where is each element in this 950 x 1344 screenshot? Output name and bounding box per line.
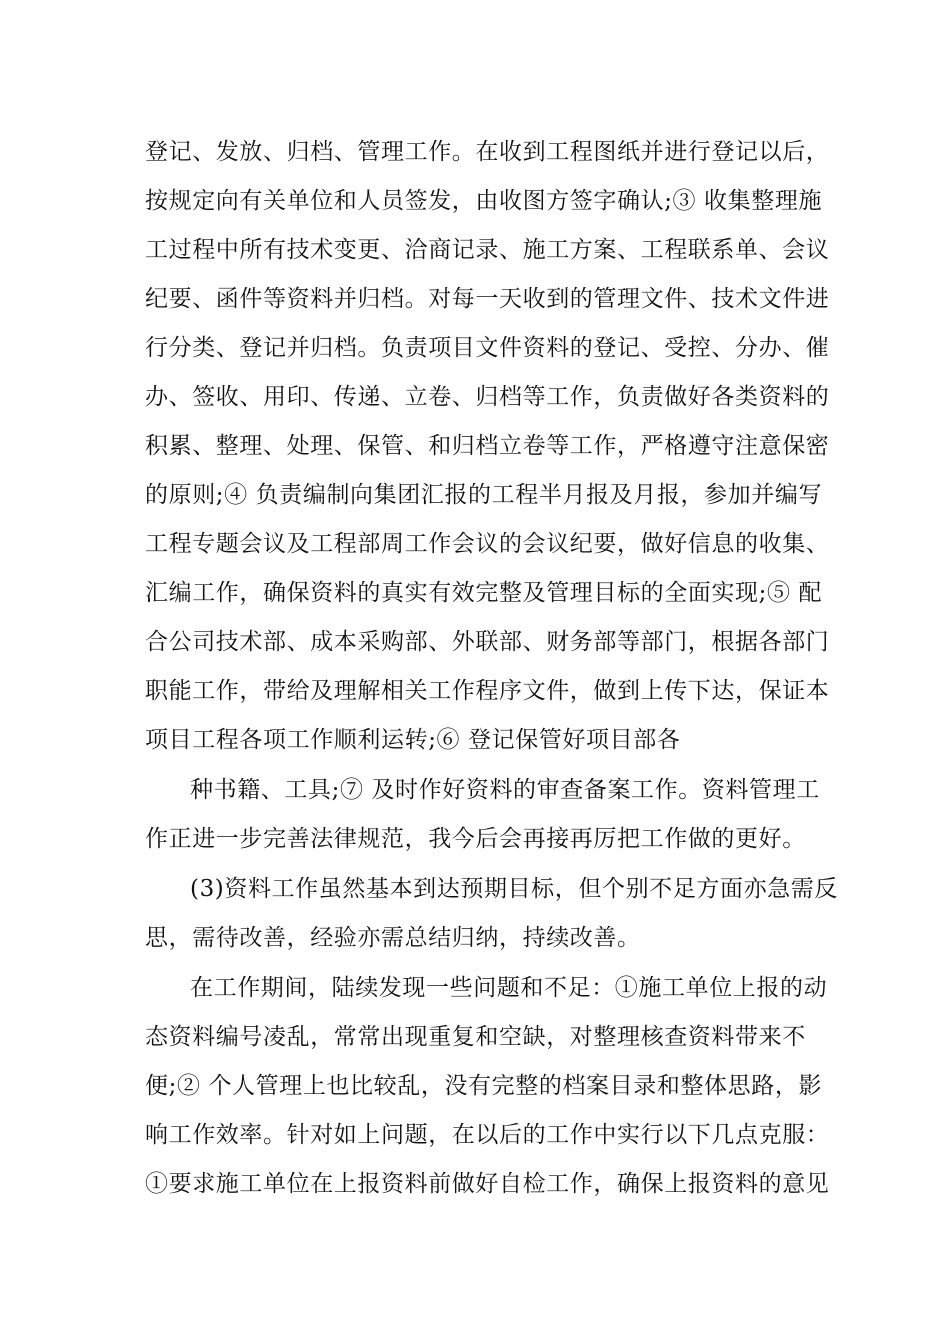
text-line: (3)资料工作虽然基本到达预期目标，但个别不足方面亦急需反 [190,876,838,902]
text-line: 办、签收、用印、传递、立卷、归档等工作，负责做好各类资料的 [145,384,830,410]
text-line: 合公司技术部、成本采购部、外联部、财务部等部门，根据各部门 [145,629,830,655]
text-line: 行分类、登记并归档。负责项目文件资料的登记、受控、分办、催 [145,335,830,361]
text-line: 响工作效率。针对如上问题，在以后的工作中实行以下几点克服： [145,1122,830,1148]
text-line: 作正进一步完善法律规范，我今后会再接再厉把工作做的更好。 [145,826,806,852]
text-line: 态资料编号凌乱，常常出现重复和空缺，对整理核查资料带来不 [145,1024,806,1050]
text-line: 项目工程各项工作顺利运转;⑥ 登记保管好项目部各 [145,727,681,753]
text-line: 职能工作，带给及理解相关工作程序文件，做到上传下达，保证本 [145,678,830,704]
text-line: 登记、发放、归档、管理工作。在收到工程图纸并进行登记以后， [145,139,830,165]
text-line: ①要求施工单位在上报资料前做好自检工作，确保上报资料的意见 [145,1171,830,1197]
text-line: 工过程中所有技术变更、洽商记录、施工方案、工程联系单、会议 [145,237,830,263]
text-line: 思，需待改善，经验亦需总结归纳，持续改善。 [145,925,641,951]
text-line: 工程专题会议及工程部周工作会议的会议纪要，做好信息的收集、 [145,531,830,557]
text-line: 积累、整理、处理、保管、和归档立卷等工作，严格遵守注意保密 [145,433,830,459]
text-line: 的原则;④ 负责编制向集团汇报的工程半月报及月报，参加并编写 [145,482,823,508]
text-line: 种书籍、工具;⑦ 及时作好资料的审查备案工作。资料管理工 [190,777,820,803]
text-line: 汇编工作，确保资料的真实有效完整及管理目标的全面实现;⑤ 配 [145,580,823,606]
text-line: 按规定向有关单位和人员签发，由收图方签字确认;③ 收集整理施 [145,188,823,214]
text-line: 便;② 个人管理上也比较乱，没有完整的档案目录和整体思路，影 [145,1073,823,1099]
text-line: 在工作期间，陆续发现一些问题和不足：①施工单位上报的动 [190,975,828,1001]
text-line: 纪要、函件等资料并归档。对每一天收到的管理文件、技术文件进 [145,286,830,312]
